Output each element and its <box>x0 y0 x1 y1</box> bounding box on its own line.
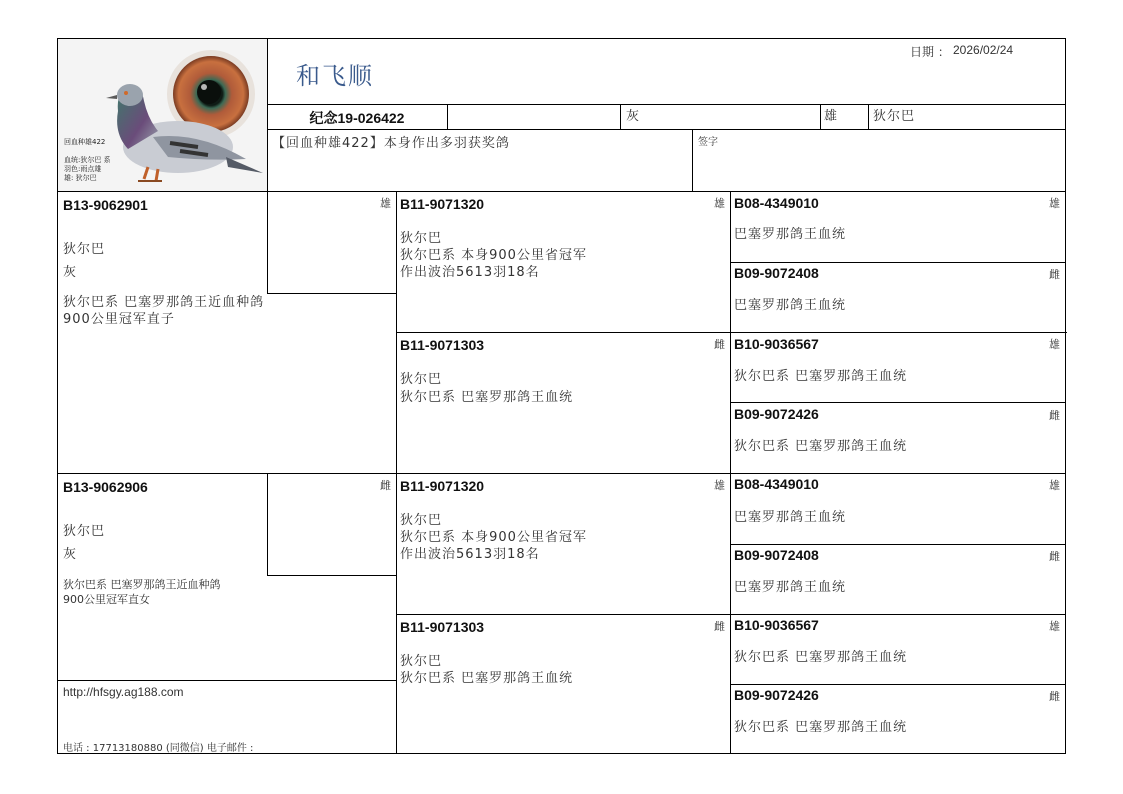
dam-ring: B13-9062906 <box>63 479 148 495</box>
gen3-sex: 雌 <box>1049 409 1060 422</box>
gen3-line1: 巴塞罗那鸽王血统 <box>734 510 847 525</box>
gen2-ring: B11-9071303 <box>400 337 485 353</box>
gen3-ring: B09-9072408 <box>734 547 819 563</box>
date-label: 日期 ： <box>910 45 950 59</box>
bird-photo <box>58 39 267 191</box>
gen3-sex: 雄 <box>1049 338 1060 351</box>
gen2-line1: 狄尔巴 <box>400 513 443 528</box>
dam-sex: 雌 <box>380 479 391 492</box>
gen3-sex: 雌 <box>1049 690 1060 703</box>
gen3-line1: 狄尔巴系 巴塞罗那鸽王血统 <box>734 650 908 665</box>
photo-caption-line3: 雄: 狄尔巴 <box>64 174 97 182</box>
gen3-sex: 雄 <box>1049 620 1060 633</box>
signature-label: 签字 <box>698 137 718 148</box>
dam-strain: 狄尔巴 <box>63 524 106 539</box>
gen3-sex: 雄 <box>1049 197 1060 210</box>
gen3-ring: B09-9072426 <box>734 687 819 703</box>
gen2-ring: B11-9071303 <box>400 619 485 635</box>
gen3-ring: B08-4349010 <box>734 195 819 211</box>
gen3-ring: B10-9036567 <box>734 617 819 633</box>
gen3-line1: 狄尔巴系 巴塞罗那鸽王血统 <box>734 720 908 735</box>
gen3-ring: B10-9036567 <box>734 336 819 352</box>
gen3-ring: B09-9072426 <box>734 406 819 422</box>
sire-note-2: 900公里冠军直子 <box>63 312 175 327</box>
website-link[interactable]: http://hfsgy.ag188.com <box>63 685 184 699</box>
gen2-line1: 狄尔巴 <box>400 231 443 246</box>
sire-strain: 狄尔巴 <box>63 242 106 257</box>
gen2-line2: 狄尔巴系 巴塞罗那鸽王血统 <box>400 671 574 686</box>
gen2-sex: 雌 <box>714 620 725 633</box>
dam-note-1: 狄尔巴系 巴塞罗那鸽王近血种鸽 <box>63 578 221 591</box>
loft-name: 和飞顺 <box>296 62 374 90</box>
gen2-ring: B11-9071320 <box>400 196 485 212</box>
gen2-line2: 狄尔巴系 巴塞罗那鸽王血统 <box>400 390 574 405</box>
pigeon-color: 灰 <box>626 109 641 124</box>
gen2-ring: B11-9071320 <box>400 478 485 494</box>
photo-caption-line2: 羽色:雨点雄 <box>64 165 102 173</box>
contact-info: 电话 : 17713180880 (同微信) 电子邮件 : <box>63 743 254 754</box>
gen3-line1: 巴塞罗那鸽王血统 <box>734 580 847 595</box>
pigeon-ring-number: 纪念19-026422 <box>309 110 405 126</box>
gen2-line3: 作出波治5613羽18名 <box>400 265 540 280</box>
gen2-line2: 狄尔巴系 本身900公里省冠军 <box>400 530 587 545</box>
gen3-sex: 雄 <box>1049 479 1060 492</box>
gen2-line1: 狄尔巴 <box>400 654 443 669</box>
date-value: 2026/02/24 <box>953 43 1014 57</box>
gen3-sex: 雌 <box>1049 268 1060 281</box>
gen3-ring: B08-4349010 <box>734 476 819 492</box>
gen3-line1: 狄尔巴系 巴塞罗那鸽王血统 <box>734 369 908 384</box>
sire-ring: B13-9062901 <box>63 197 148 213</box>
pigeon-sex: 雄 <box>824 109 839 124</box>
gen3-ring: B09-9072408 <box>734 265 819 281</box>
sire-color: 灰 <box>63 265 78 280</box>
sire-sex: 雄 <box>380 197 391 210</box>
gen3-line1: 狄尔巴系 巴塞罗那鸽王血统 <box>734 439 908 454</box>
gen2-sex: 雄 <box>714 197 725 210</box>
pigeon-strain: 狄尔巴 <box>873 109 916 124</box>
gen2-line1: 狄尔巴 <box>400 372 443 387</box>
gen2-sex: 雄 <box>714 479 725 492</box>
pigeon-description: 【回血种雄422】本身作出多羽获奖鸽 <box>272 136 510 151</box>
sire-note-1: 狄尔巴系 巴塞罗那鸽王近血种鸽 <box>63 295 265 310</box>
dam-note-2: 900公里冠军直女 <box>63 593 150 606</box>
gen2-line3: 作出波治5613羽18名 <box>400 547 540 562</box>
gen3-line1: 巴塞罗那鸽王血统 <box>734 298 847 313</box>
photo-caption-line1: 血统:狄尔巴 系 <box>64 156 111 164</box>
dam-color: 灰 <box>63 547 78 562</box>
photo-caption-title: 回血种雄422 <box>64 138 106 146</box>
gen3-sex: 雌 <box>1049 550 1060 563</box>
gen3-line1: 巴塞罗那鸽王血统 <box>734 227 847 242</box>
gen2-sex: 雌 <box>714 338 725 351</box>
gen2-line2: 狄尔巴系 本身900公里省冠军 <box>400 248 587 263</box>
